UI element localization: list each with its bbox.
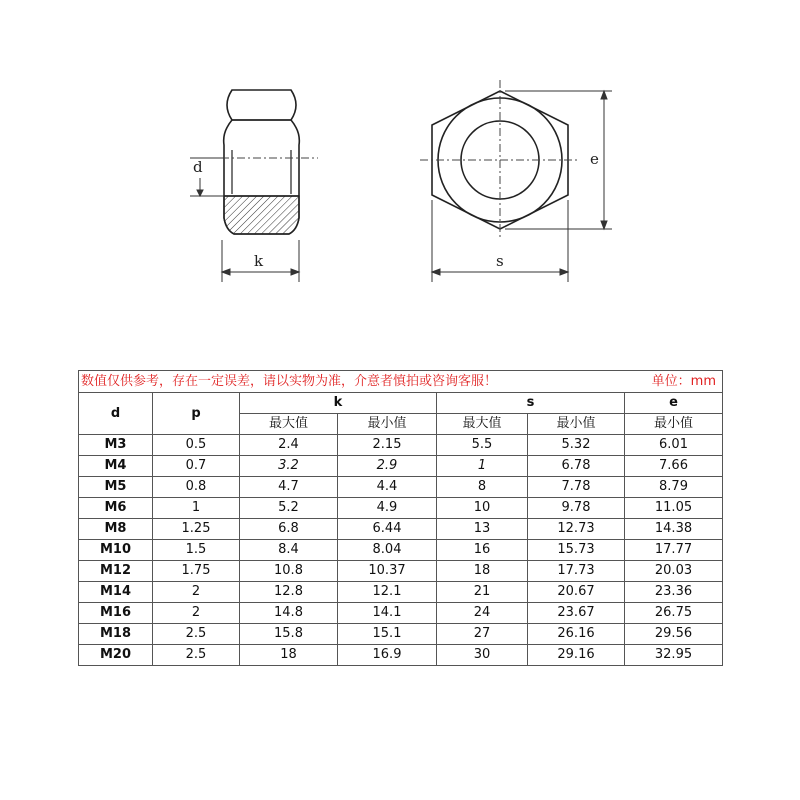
- cell-e-min: 14.38: [625, 519, 723, 540]
- cell-s-max: 24: [437, 603, 528, 624]
- notice-row: [79, 371, 723, 393]
- table-row: [79, 435, 723, 456]
- header-k-min: 最小值: [338, 414, 437, 435]
- cell-s-max: 10: [437, 498, 528, 519]
- header-s: s: [437, 393, 625, 414]
- cell-e-min: 6.01: [625, 435, 723, 456]
- cell-k-min: 14.1: [338, 603, 437, 624]
- cell-p: 0.5: [153, 435, 240, 456]
- cell-k-min: 2.15: [338, 435, 437, 456]
- cell-s-max: 18: [437, 561, 528, 582]
- header-e-min: 最小值: [625, 414, 723, 435]
- spec-table: [78, 370, 723, 666]
- cell-k-min: 15.1: [338, 624, 437, 645]
- cell-k-min: 8.04: [338, 540, 437, 561]
- cell-s-max: 30: [437, 645, 528, 666]
- cell-s-min: 17.73: [528, 561, 625, 582]
- cell-s-min: 26.16: [528, 624, 625, 645]
- cell-k-min: 4.9: [338, 498, 437, 519]
- cell-k-max: 10.8: [240, 561, 338, 582]
- side-view-top-chamfer: [227, 90, 296, 120]
- cell-s-max: 21: [437, 582, 528, 603]
- cell-s-max: 27: [437, 624, 528, 645]
- header-row-1: [79, 393, 723, 414]
- table-row: [79, 561, 723, 582]
- table-row: [79, 603, 723, 624]
- table-row: [79, 624, 723, 645]
- unit-text: 单位：mm: [651, 373, 716, 389]
- hex-nut-technical-drawing: [0, 0, 800, 340]
- notice-text: 数值仅供参考，存在一定误差，请以实物为准，介意者慎拍或咨询客服！: [81, 373, 498, 389]
- header-p: p: [153, 393, 240, 435]
- cell-d: M6: [79, 498, 153, 519]
- cell-p: 1: [153, 498, 240, 519]
- cell-d: M14: [79, 582, 153, 603]
- cell-k-min: 6.44: [338, 519, 437, 540]
- cell-p: 0.8: [153, 477, 240, 498]
- table-row: [79, 582, 723, 603]
- cell-k-max: 2.4: [240, 435, 338, 456]
- header-d: d: [79, 393, 153, 435]
- cell-e-min: 8.79: [625, 477, 723, 498]
- cell-d: M18: [79, 624, 153, 645]
- cell-e-min: 23.36: [625, 582, 723, 603]
- header-s-min: 最小值: [528, 414, 625, 435]
- label-e: e: [590, 150, 599, 168]
- cell-e-min: 32.95: [625, 645, 723, 666]
- cell-d: M16: [79, 603, 153, 624]
- cell-d: M12: [79, 561, 153, 582]
- cell-d: M20: [79, 645, 153, 666]
- header-k: k: [240, 393, 437, 414]
- cell-k-max: 8.4: [240, 540, 338, 561]
- cell-p: 1.75: [153, 561, 240, 582]
- cell-s-min: 15.73: [528, 540, 625, 561]
- table-row: [79, 456, 723, 477]
- cell-k-max: 6.8: [240, 519, 338, 540]
- cell-e-min: 20.03: [625, 561, 723, 582]
- side-view-hatched-section: [224, 196, 299, 234]
- cell-e-min: 29.56: [625, 624, 723, 645]
- cell-s-min: 23.67: [528, 603, 625, 624]
- cell-k-max: 14.8: [240, 603, 338, 624]
- cell-k-max: 5.2: [240, 498, 338, 519]
- cell-d: M10: [79, 540, 153, 561]
- cell-k-min: 12.1: [338, 582, 437, 603]
- cell-e-min: 11.05: [625, 498, 723, 519]
- cell-p: 1.25: [153, 519, 240, 540]
- cell-s-max: 1: [437, 456, 528, 477]
- table-row: [79, 477, 723, 498]
- cell-p: 0.7: [153, 456, 240, 477]
- cell-k-max: 12.8: [240, 582, 338, 603]
- cell-e-min: 7.66: [625, 456, 723, 477]
- cell-s-max: 5.5: [437, 435, 528, 456]
- header-e: e: [625, 393, 723, 414]
- cell-s-max: 8: [437, 477, 528, 498]
- table-row: [79, 645, 723, 666]
- cell-k-min: 16.9: [338, 645, 437, 666]
- cell-d: M3: [79, 435, 153, 456]
- table-row: [79, 519, 723, 540]
- header-s-max: 最大值: [437, 414, 528, 435]
- cell-k-max: 18: [240, 645, 338, 666]
- cell-s-max: 16: [437, 540, 528, 561]
- cell-p: 2.5: [153, 645, 240, 666]
- cell-k-max: 15.8: [240, 624, 338, 645]
- cell-p: 2: [153, 603, 240, 624]
- cell-k-max: 4.7: [240, 477, 338, 498]
- label-s: s: [496, 252, 504, 270]
- cell-s-min: 12.73: [528, 519, 625, 540]
- cell-s-min: 9.78: [528, 498, 625, 519]
- cell-s-min: 5.32: [528, 435, 625, 456]
- cell-s-min: 20.67: [528, 582, 625, 603]
- cell-p: 2.5: [153, 624, 240, 645]
- cell-e-min: 17.77: [625, 540, 723, 561]
- table-row: [79, 540, 723, 561]
- cell-s-min: 29.16: [528, 645, 625, 666]
- cell-d: M4: [79, 456, 153, 477]
- cell-s-max: 13: [437, 519, 528, 540]
- label-d: d: [193, 158, 203, 176]
- cell-k-min: 2.9: [338, 456, 437, 477]
- cell-p: 2: [153, 582, 240, 603]
- label-k: k: [254, 252, 264, 270]
- cell-e-min: 26.75: [625, 603, 723, 624]
- cell-p: 1.5: [153, 540, 240, 561]
- cell-k-min: 4.4: [338, 477, 437, 498]
- table-row: [79, 498, 723, 519]
- cell-k-max: 3.2: [240, 456, 338, 477]
- cell-k-min: 10.37: [338, 561, 437, 582]
- cell-s-min: 6.78: [528, 456, 625, 477]
- header-k-max: 最大值: [240, 414, 338, 435]
- cell-d: M8: [79, 519, 153, 540]
- notice-cell: [79, 371, 723, 393]
- cell-d: M5: [79, 477, 153, 498]
- cell-s-min: 7.78: [528, 477, 625, 498]
